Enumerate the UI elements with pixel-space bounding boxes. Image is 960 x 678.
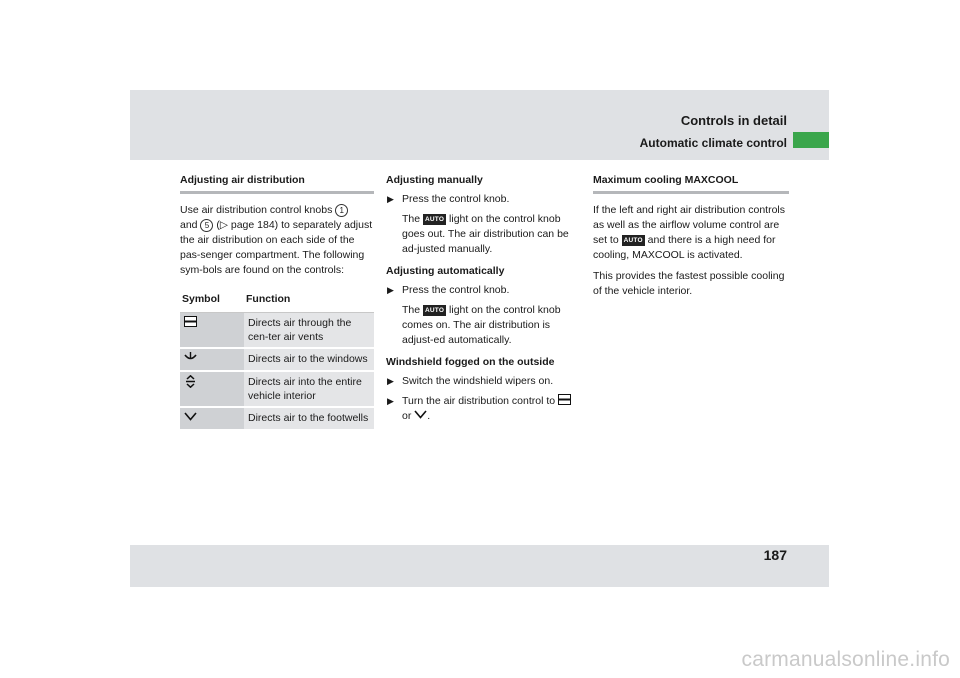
table-row (180, 371, 374, 407)
center-vents-icon (184, 316, 197, 327)
list-item-text: Press the control knob. (402, 284, 510, 296)
note-text: light on the control knob goes out. The air distribution can be ad-justed manually. (402, 213, 569, 255)
section-tab-marker (793, 132, 829, 148)
center-vents-icon (558, 394, 571, 405)
entire-interior-icon (184, 375, 197, 388)
bullet-arrow-icon: ▶ (387, 285, 394, 295)
auto-button-icon: AUTO (425, 216, 445, 223)
symbol-table (180, 286, 374, 431)
chapter-title: Controls in detail (680, 113, 787, 128)
function-cell: Directs air to the windows (244, 348, 374, 371)
windshield-icon (184, 352, 197, 363)
function-cell: Directs air through the cen-ter air vents (244, 313, 374, 349)
function-cell: Directs air into the entire vehicle interior (244, 371, 374, 407)
note-paragraph (386, 212, 582, 257)
column-maxcool (593, 173, 789, 305)
list-item-text: Turn the air distribution control to (402, 395, 556, 407)
auto-button-icon: AUTO (623, 237, 643, 244)
paragraph-text: If the left and right air distribution controls as well as the airflow volume control are set to (593, 204, 786, 246)
table-header-row (180, 286, 374, 313)
intro-text: and (180, 219, 198, 231)
footer-band (130, 545, 829, 587)
header-symbol: Symbol (180, 286, 244, 313)
table-row (180, 407, 374, 430)
symbol-cell (180, 348, 244, 371)
list-item (386, 374, 582, 389)
list-item: ▶ Turn the air distribution control to or . (386, 394, 582, 424)
paragraph-text: and there is a high need for cooling, MAXCOOL is activated. (593, 234, 776, 261)
list-item-text: Switch the windshield wipers on. (402, 375, 554, 387)
bullet-arrow-icon: ▶ (387, 396, 394, 406)
note-text: The (402, 304, 421, 316)
list-item-text: or (402, 410, 412, 422)
symbol-cell (180, 313, 244, 349)
paragraph (593, 203, 789, 263)
section-title: Automatic climate control (639, 136, 787, 150)
column-adjusting (386, 173, 582, 429)
note-text: The (402, 213, 421, 225)
table-row (180, 313, 374, 349)
note-paragraph (386, 303, 582, 348)
table-row (180, 348, 374, 371)
callout-5-icon: 5 (200, 219, 213, 232)
heading-maximum-cooling: Maximum cooling MAXCOOL (593, 173, 789, 194)
function-cell: Directs air to the footwells (244, 407, 374, 430)
paragraph: This provides the fastest possible cooling of the vehicle interior. (593, 270, 785, 297)
auto-button-icon: AUTO (425, 307, 445, 314)
list-item (386, 192, 582, 207)
intro-paragraph (180, 203, 374, 278)
intro-text: (▷ page 184) to separately adjust the air distribution on each side of the pas-senger compartment. The following sym-bols are found on the controls: (180, 219, 373, 276)
note-text: light on the control knob comes on. The air distribution is adjust-ed automatically. (402, 304, 561, 346)
symbol-cell (180, 407, 244, 430)
header-function: Function (244, 286, 374, 313)
heading-adjusting-air-distribution: Adjusting air distribution (180, 173, 374, 194)
heading-adjusting-manually: Adjusting manually (386, 174, 483, 186)
callout-1-icon: 1 (335, 204, 348, 217)
bullet-arrow-icon: ▶ (387, 194, 394, 204)
watermark: carmanualsonline.info (741, 648, 950, 671)
bullet-arrow-icon: ▶ (387, 376, 394, 386)
intro-text: Use air distribution control knobs (180, 204, 333, 216)
heading-windshield-fogged: Windshield fogged on the outside (386, 356, 555, 368)
footwell-icon (414, 409, 427, 420)
footwell-icon (184, 411, 197, 422)
symbol-cell (180, 371, 244, 407)
list-item-text: Press the control knob. (402, 193, 510, 205)
column-air-distribution (180, 173, 374, 431)
page-number: 187 (763, 547, 787, 563)
heading-adjusting-automatically: Adjusting automatically (386, 265, 505, 277)
list-item (386, 283, 582, 298)
